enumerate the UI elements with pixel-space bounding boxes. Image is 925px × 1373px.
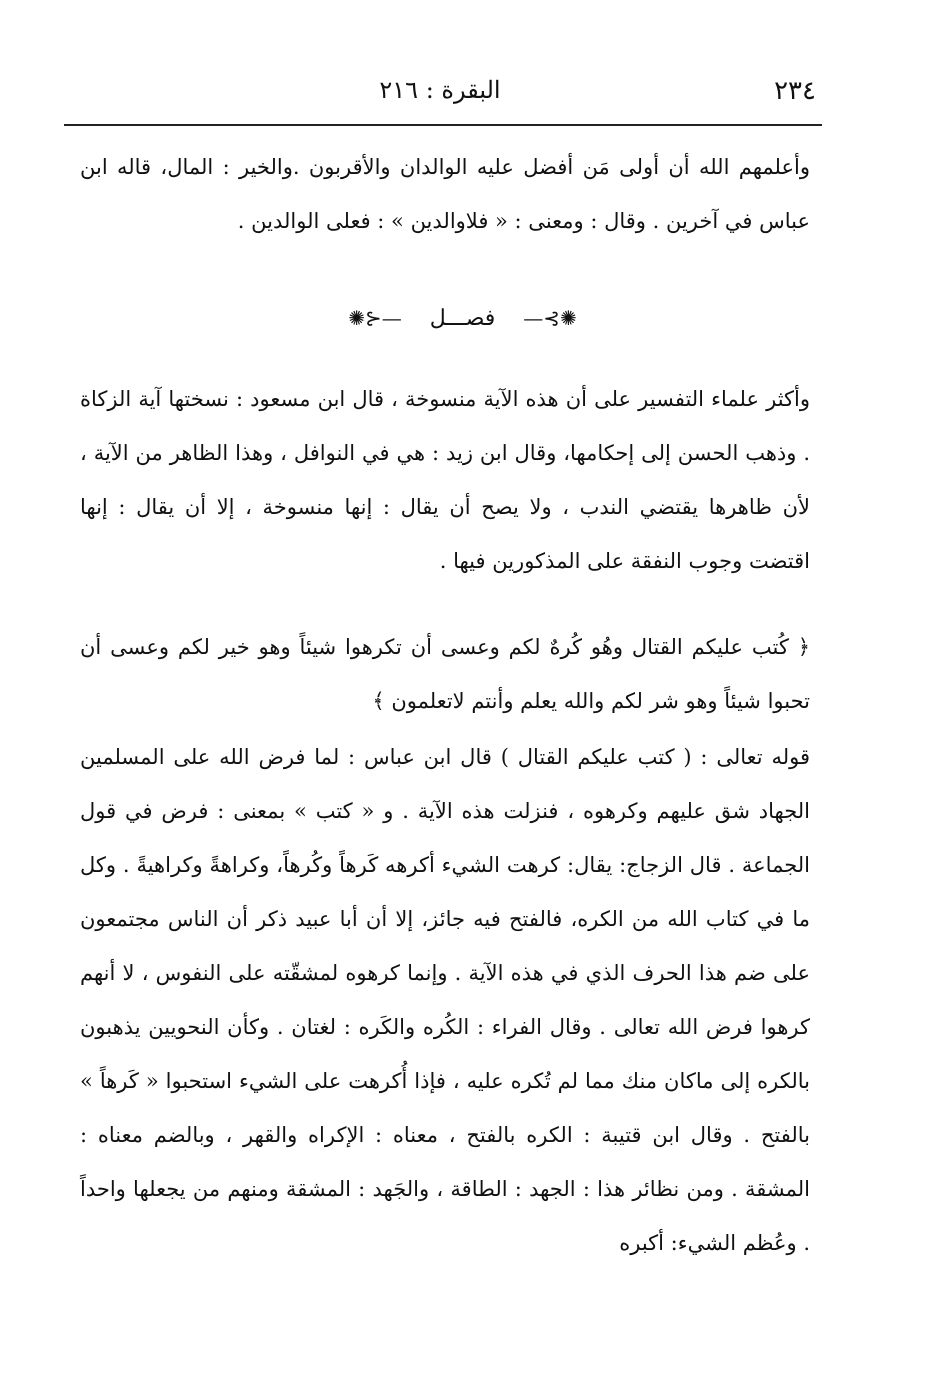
paragraph-text: قوله تعالى : ( كتب عليكم القتال ) قال ابن عباس : لما فرض الله على المسلمين الجهاد شق عليهم وكرهوه ، فنزلت هذه الآية . و « كتب » بمعنى : فرض في قول الجماعة . قال الزجاج: يقال: كرهت الشيء أكرهه كَرهاً وكُرهاً، وكراهةً وكراهيةً . وكل ما في كتاب الله من الكره، فالفتح فيه جائز، إلا أن أبا عبيد ذكر أن الناس مجتمعون على ضم هذا الحرف الذي في هذه الآية . وإنما كرهوه لمشقّته على النفوس ، لا أنهم كرهوا فرض الله تعالى . وقال الفراء : الكُره والكَره : لغتان . وكأن النحويين يذهبون بالكره إلى ماكان منك مما لم تُكره عليه ، فإذا أُكرهت على الشيء استحبوا « كَرهاً » بالفتح . وقال ابن قتيبة : الكره بالفتح ، معناه : الإكراه والقهر ، وبالضم معناه : المشقة . ومن نظائر هذا : الجهد : الطاقة ، والجَهد : المشقة ومنهم من يجعلها واحداً . وعُظم الشيء: أكبره (80, 745, 810, 1255)
ornament-icon: ✺⊱— (523, 306, 577, 330)
running-head: البقرة : ٢١٦ (379, 76, 501, 104)
header-rule (64, 124, 822, 126)
paragraph-text: وأعلمهم الله أن أولى مَن أفضل عليه الوالدان والأقربون .والخير : المال، قاله ابن عباس في آخرين . وقال : ومعنى : « فلاوالدين » : فعلى الوالدين . (80, 155, 810, 233)
page-number: ٢٣٤ (774, 76, 816, 106)
paragraph-1 (80, 140, 810, 248)
paragraph-text: وأكثر علماء التفسير على أن هذه الآية منسوخة ، قال ابن مسعود : نسختها آية الزكاة . وذهب الحسن إلى إحكامها، وقال ابن زيد : هي في النوافل ، وهذا الظاهر من الآية ، لأن ظاهرها يقتضي الندب ، ولا يصح أن يقال : إنها منسوخة ، إلا أن يقال : إنها اقتضت وجوب النفقة على المذكورين فيها . (80, 387, 810, 573)
section-heading (0, 306, 925, 331)
ornament-icon: —⊰✺ (348, 306, 402, 330)
quran-verse (80, 620, 810, 728)
page-header (60, 70, 820, 120)
section-title: فصـــل (429, 306, 496, 331)
paragraph-2 (80, 372, 810, 588)
paragraph-3 (80, 730, 810, 1270)
verse-text: ﴿ كُتب عليكم القتال وهُو كُرهٌ لكم وعسى أن تكرهوا شيئاً وهو خير لكم وعسى أن تحبوا شيئاً وهو شر لكم والله يعلم وأنتم لاتعلمون ﴾ (80, 635, 810, 713)
